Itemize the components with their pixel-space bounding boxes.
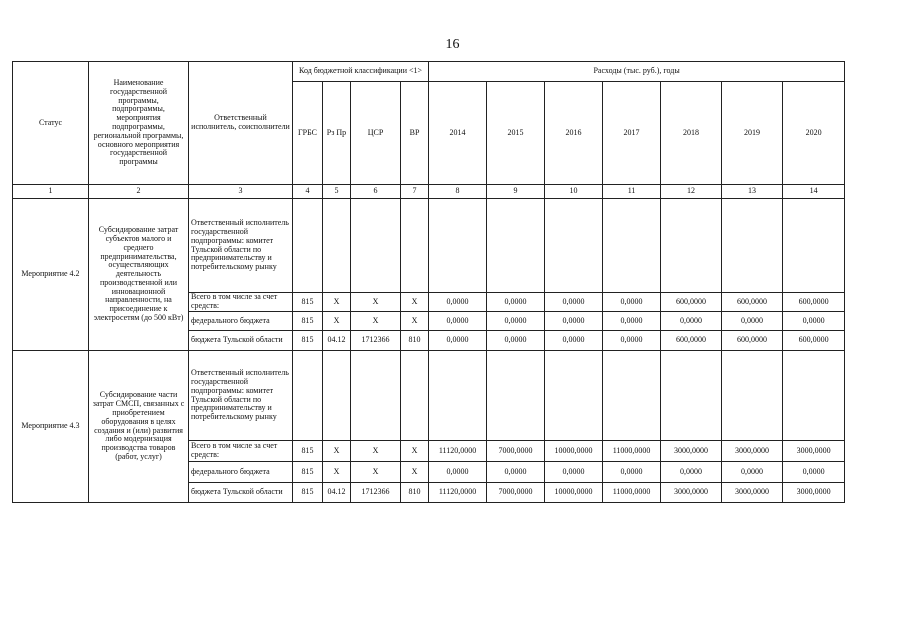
value-cell: 0,0000 bbox=[429, 462, 487, 483]
value-cell: 0,0000 bbox=[722, 312, 783, 331]
row-label: Всего в том числе за счет средств: bbox=[189, 441, 293, 462]
header-year: 2015 bbox=[487, 82, 545, 185]
column-number: 12 bbox=[661, 185, 722, 199]
value-cell: 0,0000 bbox=[603, 331, 661, 351]
rzpr-cell: X bbox=[323, 312, 351, 331]
value-cell: 0,0000 bbox=[487, 293, 545, 312]
header-year: 2017 bbox=[603, 82, 661, 185]
value-cell: 0,0000 bbox=[661, 312, 722, 331]
rzpr-cell: X bbox=[323, 462, 351, 483]
column-number: 2 bbox=[89, 185, 189, 199]
header-status: Статус bbox=[13, 62, 89, 185]
vr-cell: 810 bbox=[401, 331, 429, 351]
header-rzpr: Рз Пр bbox=[323, 82, 351, 185]
row-label: федерального бюджета bbox=[189, 312, 293, 331]
value-cell: 0,0000 bbox=[661, 462, 722, 483]
csr-cell: 1712366 bbox=[351, 331, 401, 351]
value-cell: 10000,0000 bbox=[545, 483, 603, 503]
value-cell: 11000,0000 bbox=[603, 483, 661, 503]
value-cell: 11120,0000 bbox=[429, 483, 487, 503]
value-cell: 10000,0000 bbox=[545, 441, 603, 462]
value-cell: 0,0000 bbox=[545, 331, 603, 351]
header-name: Наименование государственной программы, подпрограммы, мероприятия подпрограммы, региональной программы, основного мероприятия государственной программы bbox=[89, 62, 189, 185]
header-executor: Ответственный исполнитель, соисполнители bbox=[189, 62, 293, 185]
header-year: 2020 bbox=[783, 82, 845, 185]
column-number: 9 bbox=[487, 185, 545, 199]
header-year: 2019 bbox=[722, 82, 783, 185]
csr-cell: X bbox=[351, 462, 401, 483]
row-label: бюджета Тульской области bbox=[189, 483, 293, 503]
table-row bbox=[13, 351, 845, 441]
value-cell: 600,0000 bbox=[783, 331, 845, 351]
executor-cell: Ответственный исполнитель государственной подпрограммы: комитет Тульской области по предпринимательству и потребительскому рынку bbox=[189, 199, 293, 293]
csr-cell: X bbox=[351, 293, 401, 312]
value-cell: 600,0000 bbox=[722, 293, 783, 312]
budget-table bbox=[12, 61, 845, 503]
column-number: 8 bbox=[429, 185, 487, 199]
value-cell: 3000,0000 bbox=[722, 483, 783, 503]
value-cell: 3000,0000 bbox=[661, 441, 722, 462]
column-number: 7 bbox=[401, 185, 429, 199]
value-cell: 11000,0000 bbox=[603, 441, 661, 462]
vr-cell: X bbox=[401, 312, 429, 331]
csr-cell: X bbox=[351, 312, 401, 331]
value-cell: 3000,0000 bbox=[783, 441, 845, 462]
row-label: бюджета Тульской области bbox=[189, 331, 293, 351]
column-number: 1 bbox=[13, 185, 89, 199]
header-kbk: Код бюджетной классификации <1> bbox=[293, 62, 429, 82]
grbs-cell: 815 bbox=[293, 483, 323, 503]
header-vr: ВР bbox=[401, 82, 429, 185]
grbs-cell: 815 bbox=[293, 462, 323, 483]
page-number: 16 bbox=[445, 37, 460, 52]
grbs-cell: 815 bbox=[293, 293, 323, 312]
value-cell: 0,0000 bbox=[487, 312, 545, 331]
value-cell: 0,0000 bbox=[487, 331, 545, 351]
rzpr-cell: 04.12 bbox=[323, 331, 351, 351]
vr-cell: X bbox=[401, 462, 429, 483]
value-cell: 0,0000 bbox=[603, 293, 661, 312]
header-year: 2016 bbox=[545, 82, 603, 185]
value-cell: 0,0000 bbox=[487, 462, 545, 483]
executor-cell: Ответственный исполнитель государственной подпрограммы: комитет Тульской области по предпринимательству и потребительскому рынку bbox=[189, 351, 293, 441]
value-cell: 600,0000 bbox=[722, 331, 783, 351]
value-cell: 7000,0000 bbox=[487, 483, 545, 503]
header-csr: ЦСР bbox=[351, 82, 401, 185]
row-label: Всего в том числе за счет средств: bbox=[189, 293, 293, 312]
value-cell: 0,0000 bbox=[429, 312, 487, 331]
value-cell: 0,0000 bbox=[783, 462, 845, 483]
grbs-cell: 815 bbox=[293, 441, 323, 462]
vr-cell: X bbox=[401, 441, 429, 462]
header-expenses: Расходы (тыс. руб.), годы bbox=[429, 62, 845, 82]
vr-cell: 810 bbox=[401, 483, 429, 503]
value-cell: 600,0000 bbox=[783, 293, 845, 312]
column-number-row bbox=[13, 185, 845, 199]
measure-status: Мероприятие 4.2 bbox=[13, 199, 89, 351]
value-cell: 0,0000 bbox=[783, 312, 845, 331]
column-number: 10 bbox=[545, 185, 603, 199]
rzpr-cell: X bbox=[323, 441, 351, 462]
value-cell: 3000,0000 bbox=[722, 441, 783, 462]
column-number: 3 bbox=[189, 185, 293, 199]
value-cell: 0,0000 bbox=[429, 331, 487, 351]
measure-name: Субсидирование части затрат СМСП, связанных с приобретением оборудования в целях создания и (или) развития либо модернизация производства товаров (работ, услуг) bbox=[89, 351, 189, 503]
value-cell: 11120,0000 bbox=[429, 441, 487, 462]
value-cell: 3000,0000 bbox=[661, 483, 722, 503]
value-cell: 0,0000 bbox=[545, 293, 603, 312]
column-number: 11 bbox=[603, 185, 661, 199]
column-number: 4 bbox=[293, 185, 323, 199]
column-number: 6 bbox=[351, 185, 401, 199]
csr-cell: X bbox=[351, 441, 401, 462]
column-number: 13 bbox=[722, 185, 783, 199]
value-cell: 0,0000 bbox=[545, 462, 603, 483]
grbs-cell: 815 bbox=[293, 312, 323, 331]
measure-status: Мероприятие 4.3 bbox=[13, 351, 89, 503]
column-number: 5 bbox=[323, 185, 351, 199]
row-label: федерального бюджета bbox=[189, 462, 293, 483]
vr-cell: X bbox=[401, 293, 429, 312]
value-cell: 7000,0000 bbox=[487, 441, 545, 462]
csr-cell: 1712366 bbox=[351, 483, 401, 503]
value-cell: 0,0000 bbox=[429, 293, 487, 312]
value-cell: 0,0000 bbox=[545, 312, 603, 331]
value-cell: 0,0000 bbox=[603, 312, 661, 331]
table-row bbox=[13, 199, 845, 293]
value-cell: 0,0000 bbox=[603, 462, 661, 483]
value-cell: 0,0000 bbox=[722, 462, 783, 483]
value-cell: 600,0000 bbox=[661, 293, 722, 312]
header-grbs: ГРБС bbox=[293, 82, 323, 185]
value-cell: 600,0000 bbox=[661, 331, 722, 351]
header-year: 2014 bbox=[429, 82, 487, 185]
rzpr-cell: 04.12 bbox=[323, 483, 351, 503]
measure-name: Субсидирование затрат субъектов малого и среднего предпринимательства, осуществляющих деятельность производственной или инновационной направленности, на присоединение к электросетям (до 500 кВт) bbox=[89, 199, 189, 351]
rzpr-cell: X bbox=[323, 293, 351, 312]
column-number: 14 bbox=[783, 185, 845, 199]
header-year: 2018 bbox=[661, 82, 722, 185]
grbs-cell: 815 bbox=[293, 331, 323, 351]
value-cell: 3000,0000 bbox=[783, 483, 845, 503]
